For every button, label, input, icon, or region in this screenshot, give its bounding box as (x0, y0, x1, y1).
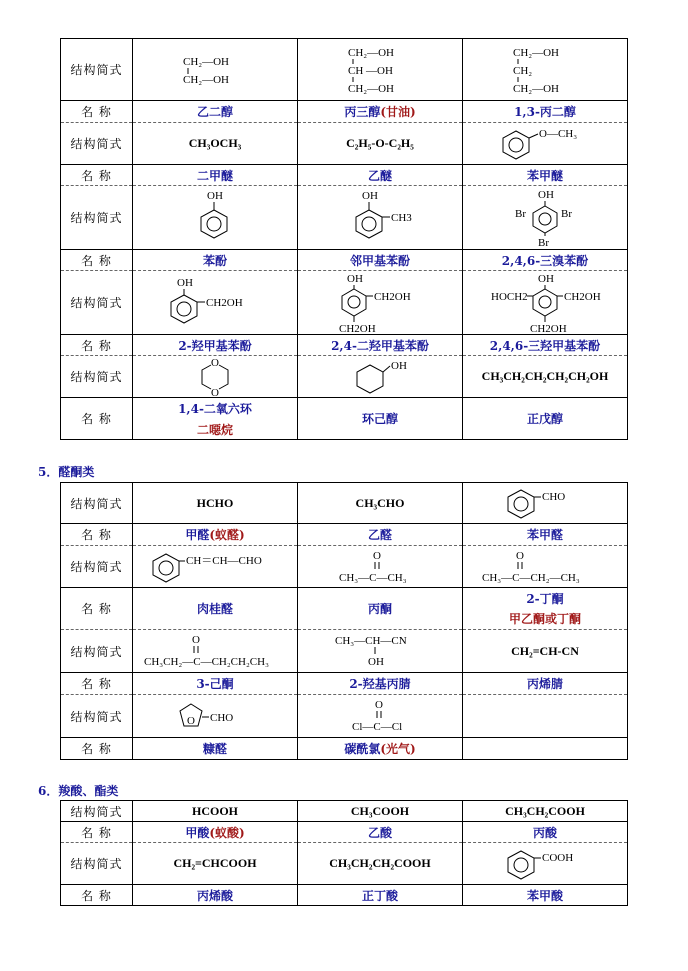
row-label: 名 称 (61, 885, 133, 906)
svg-text:CH₂—OH: CH₂—OH (183, 73, 230, 86)
structure-trihydroxymethylphenol (463, 271, 628, 335)
name-cell: 丙三醇(甘油) (298, 101, 463, 123)
name-cell: 2-羟甲基苯酚 (133, 335, 298, 356)
table-row (61, 738, 628, 760)
svg-text:CH2OH: CH2OH (530, 322, 567, 334)
svg-text:O: O (187, 715, 195, 727)
structure-acetone (298, 546, 463, 588)
row-label: 名 称 (61, 673, 133, 695)
name-cell: 2-丁酮 甲乙酮或丁酮 (463, 588, 628, 630)
row-label: 名 称 (61, 738, 133, 760)
svg-text:CH₂—OH: CH₂—OH (348, 82, 395, 95)
formula-acetaldehyde: CH₃CHO (298, 483, 463, 524)
structure-hydroxypropanenitrile (298, 630, 463, 673)
name-cell: 丙烯酸 (133, 885, 298, 906)
table-row (61, 165, 628, 186)
table-row (61, 588, 628, 630)
svg-text:O: O (211, 356, 219, 369)
svg-text:CH2OH: CH2OH (374, 290, 411, 303)
formula-dimethyl-ether: CH₃OCH₃ (133, 123, 298, 165)
row-label: 名 称 (61, 250, 133, 271)
svg-text:CH₃CH₂—C—CH₂CH₂CH₃: CH₃CH₂—C—CH₂CH₂CH₃ (144, 656, 269, 668)
svg-text:O: O (516, 549, 524, 562)
structure-anisole (463, 123, 628, 165)
carboxylic-acid-table (60, 800, 628, 906)
structure-propanediol (463, 39, 628, 101)
name-cell: 乙二醇 (133, 101, 298, 123)
structure-furfural (133, 695, 298, 738)
svg-text:Br: Br (538, 236, 549, 248)
structure-cinnamaldehyde (133, 546, 298, 588)
svg-text:O—CH₃: O—CH₃ (539, 127, 578, 140)
empty-cell (463, 738, 628, 760)
svg-text:Br: Br (561, 207, 572, 220)
name-cell: 2,4-二羟甲基苯酚 (298, 335, 463, 356)
svg-text:OH: OH (368, 656, 384, 668)
row-label: 结构简式 (61, 801, 133, 822)
name-cell: 2-羟基丙腈 (298, 673, 463, 695)
formula-acrylic-acid: CH₂=CHCOOH (133, 843, 298, 885)
table-row (61, 630, 628, 673)
table-row (61, 101, 628, 123)
svg-text:CH3: CH3 (391, 211, 412, 224)
aldehyde-ketone-table (60, 482, 628, 760)
formula-acrylonitrile: CH₂=CH-CN (463, 630, 628, 673)
row-label: 结构简式 (61, 483, 133, 524)
row-label: 结构简式 (61, 546, 133, 588)
svg-text:CH₃—CH—CN: CH₃—CH—CN (335, 635, 407, 647)
svg-text:COOH: COOH (542, 851, 574, 864)
table-row (61, 546, 628, 588)
structure-phenol (133, 186, 298, 250)
table-row (61, 271, 628, 335)
svg-text:CH2OH: CH2OH (564, 290, 601, 303)
name-cell: 1,3-丙二醇 (463, 101, 628, 123)
table-row (61, 822, 628, 843)
svg-text:CH₂—OH: CH₂—OH (183, 55, 230, 68)
table-row (61, 843, 628, 885)
svg-text:HOCH2: HOCH2 (491, 290, 528, 303)
row-label: 名 称 (61, 398, 133, 440)
row-label: 名 称 (61, 101, 133, 123)
svg-text:OH: OH (391, 359, 407, 372)
svg-text:CHO: CHO (210, 712, 234, 724)
svg-text:CH2OH: CH2OH (339, 322, 376, 334)
section-heading-aldehydes-ketones: 5．醛酮类 (38, 465, 95, 479)
table-row (61, 39, 628, 101)
name-cell: 乙酸 (298, 822, 463, 843)
name-cell: 甲醛(蚁醛) (133, 524, 298, 546)
name-cell: 正戊醇 (463, 398, 628, 440)
svg-text:OH: OH (538, 272, 554, 285)
name-cell: 苯甲酸 (463, 885, 628, 906)
name-cell: 二甲醚 (133, 165, 298, 186)
formula-propionic-acid: CH₃CH₂COOH (463, 801, 628, 822)
svg-text:OH: OH (538, 188, 554, 201)
row-label: 结构简式 (61, 356, 133, 398)
row-label: 结构简式 (61, 695, 133, 738)
table-row (61, 801, 628, 822)
section-heading-carboxylic-acids: 6．羧酸、酯类 (38, 784, 119, 798)
name-cell: 邻甲基苯酚 (298, 250, 463, 271)
name-cell: 肉桂醛 (133, 588, 298, 630)
svg-text:O: O (373, 549, 381, 562)
structure-hydroxymethylphenol (133, 271, 298, 335)
name-cell: 糠醛 (133, 738, 298, 760)
name-cell: 丙烯腈 (463, 673, 628, 695)
svg-text:Cl—C—Cl: Cl—C—Cl (352, 721, 403, 733)
row-label: 名 称 (61, 165, 133, 186)
structure-dihydroxymethylphenol (298, 271, 463, 335)
formula-formaldehyde: HCHO (133, 483, 298, 524)
svg-text:CH₃—C—CH₂—CH₃: CH₃—C—CH₂—CH₃ (482, 571, 580, 584)
row-label: 结构简式 (61, 843, 133, 885)
name-cell: 苯甲醚 (463, 165, 628, 186)
row-label: 结构简式 (61, 271, 133, 335)
row-label: 结构简式 (61, 39, 133, 101)
svg-text:CH₂—OH: CH₂—OH (513, 82, 560, 95)
name-cell: 苯酚 (133, 250, 298, 271)
alcohol-ether-table (60, 38, 628, 440)
structure-benzoic-acid (463, 843, 628, 885)
svg-text:O: O (192, 634, 200, 646)
name-cell: 甲酸(蚁酸) (133, 822, 298, 843)
name-cell: 环己醇 (298, 398, 463, 440)
svg-text:CH＝CH—CHO: CH＝CH—CHO (186, 554, 262, 567)
table-row (61, 673, 628, 695)
name-cell: 2,4,6-三羟甲基苯酚 (463, 335, 628, 356)
formula-acetic-acid: CH₃COOH (298, 801, 463, 822)
table-row (61, 524, 628, 546)
row-label: 名 称 (61, 822, 133, 843)
row-label: 结构简式 (61, 630, 133, 673)
name-cell: 2,4,6-三溴苯酚 (463, 250, 628, 271)
name-cell: 3-己酮 (133, 673, 298, 695)
table-row (61, 335, 628, 356)
structure-cyclohexanol (298, 356, 463, 398)
svg-text:OH: OH (177, 276, 193, 289)
structure-o-cresol (298, 186, 463, 250)
name-cell: 丙酮 (298, 588, 463, 630)
name-cell: 1,4-二氧六环 二噁烷 (133, 398, 298, 440)
structure-benzaldehyde (463, 483, 628, 524)
row-label: 结构简式 (61, 186, 133, 250)
table-row (61, 250, 628, 271)
name-cell: 丙酸 (463, 822, 628, 843)
structure-ethylene-glycol (133, 39, 298, 101)
structure-phosgene (298, 695, 463, 738)
formula-pentanol: CH₃CH₂CH₂CH₂CH₂OH (463, 356, 628, 398)
svg-text:CHO: CHO (542, 491, 566, 503)
svg-text:O: O (375, 699, 383, 711)
row-label: 名 称 (61, 335, 133, 356)
structure-hexanone (133, 630, 298, 673)
table-row (61, 186, 628, 250)
svg-text:OH: OH (207, 189, 223, 202)
name-cell: 乙醛 (298, 524, 463, 546)
structure-dioxane (133, 356, 298, 398)
table-row (61, 695, 628, 738)
table-row (61, 398, 628, 440)
svg-text:Br: Br (515, 207, 526, 220)
row-label: 名 称 (61, 524, 133, 546)
name-cell: 苯甲醛 (463, 524, 628, 546)
formula-diethyl-ether: C₂H₅-O-C₂H₅ (298, 123, 463, 165)
structure-tribromophenol (463, 186, 628, 250)
name-cell: 碳酰氯(光气) (298, 738, 463, 760)
svg-text:CH₂—OH: CH₂—OH (513, 46, 560, 59)
table-row (61, 885, 628, 906)
table-row (61, 356, 628, 398)
table-row (61, 123, 628, 165)
name-cell: 正丁酸 (298, 885, 463, 906)
row-label: 名 称 (61, 588, 133, 630)
svg-text:CH2OH: CH2OH (206, 296, 243, 309)
structure-butanone (463, 546, 628, 588)
table-row (61, 483, 628, 524)
formula-butyric-acid: CH₃CH₂CH₂COOH (298, 843, 463, 885)
svg-text:CH₂—OH: CH₂—OH (348, 46, 395, 59)
empty-cell (463, 695, 628, 738)
row-label: 结构简式 (61, 123, 133, 165)
structure-glycerol (298, 39, 463, 101)
svg-text:OH: OH (347, 272, 363, 285)
svg-text:CH₂: CH₂ (513, 64, 533, 77)
formula-formic-acid: HCOOH (133, 801, 298, 822)
name-cell: 乙醚 (298, 165, 463, 186)
svg-text:O: O (211, 386, 219, 397)
svg-text:CH —OH: CH —OH (348, 64, 393, 77)
svg-text:OH: OH (362, 189, 378, 202)
svg-text:CH₃—C—CH₃: CH₃—C—CH₃ (339, 571, 407, 584)
